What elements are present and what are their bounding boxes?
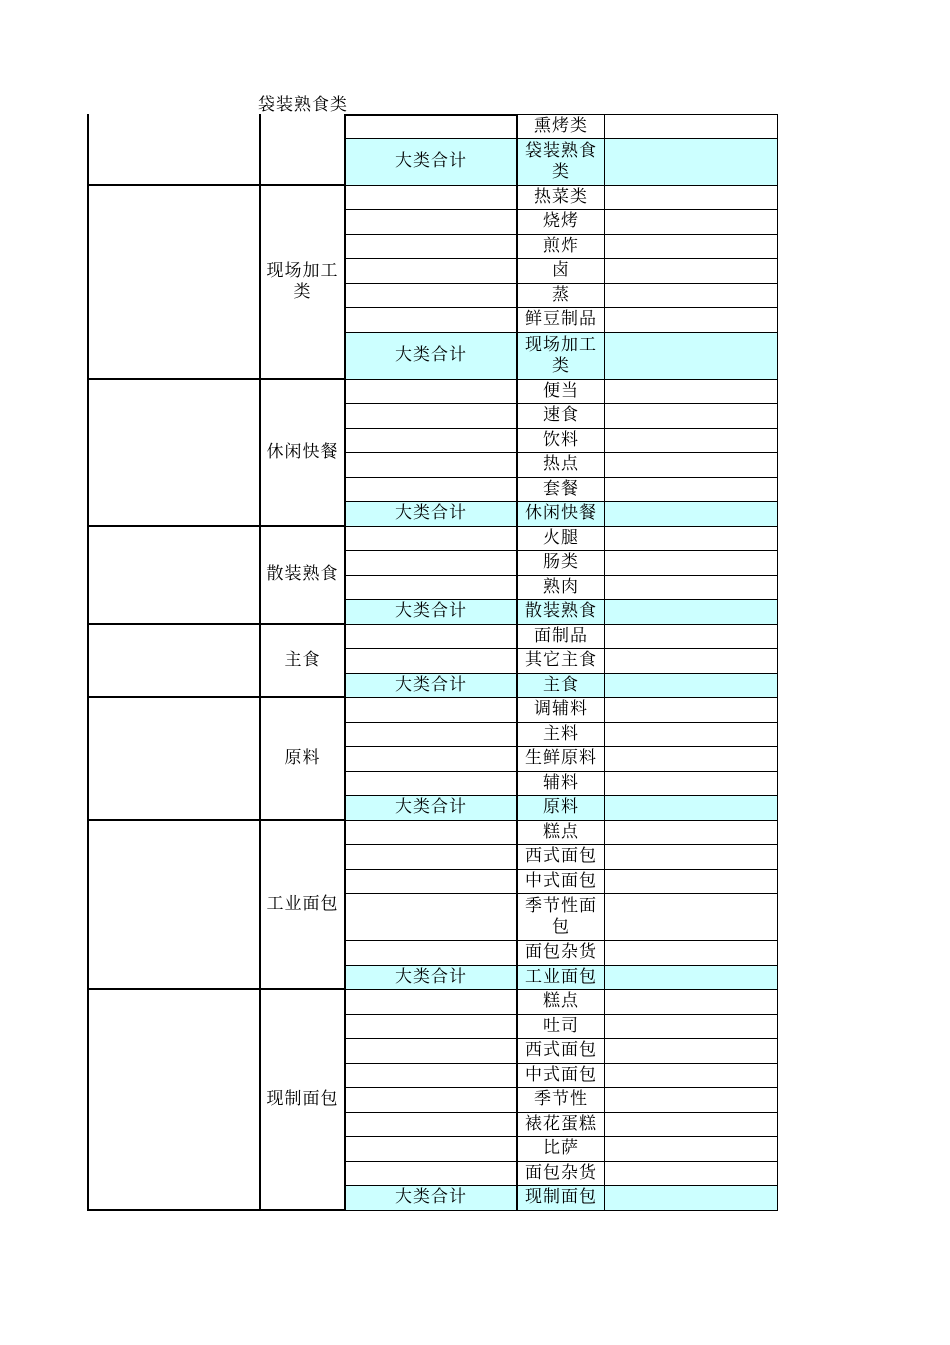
item-cell[interactable] bbox=[346, 527, 518, 552]
value-cell[interactable] bbox=[605, 1039, 778, 1064]
item-cell[interactable] bbox=[346, 235, 518, 260]
group-blank-cell bbox=[87, 186, 259, 380]
subcategory-cell: 原料 bbox=[518, 796, 605, 821]
subcategory-cell: 工业面包 bbox=[518, 966, 605, 991]
item-cell[interactable] bbox=[346, 259, 518, 284]
value-cell[interactable] bbox=[605, 796, 778, 821]
value-cell[interactable] bbox=[605, 186, 778, 211]
subcategory-cell: 休闲快餐 bbox=[518, 502, 605, 527]
value-cell[interactable] bbox=[605, 1088, 778, 1113]
subcategory-cell: 面包杂货 bbox=[518, 941, 605, 966]
subcategory-cell: 煎炸 bbox=[518, 235, 605, 260]
subcategory-cell: 中式面包 bbox=[518, 1064, 605, 1089]
subcategory-cell: 现场加工类 bbox=[518, 333, 605, 380]
subcategory-cell: 裱花蛋糕 bbox=[518, 1113, 605, 1138]
item-cell[interactable] bbox=[346, 894, 518, 941]
subcategory-cell: 季节性面包 bbox=[518, 894, 605, 941]
value-cell[interactable] bbox=[605, 333, 778, 380]
subcategory-cell: 中式面包 bbox=[518, 870, 605, 895]
item-cell[interactable] bbox=[346, 1064, 518, 1089]
subcategory-cell: 卤 bbox=[518, 259, 605, 284]
item-cell[interactable] bbox=[346, 772, 518, 797]
value-cell[interactable] bbox=[605, 308, 778, 333]
value-cell[interactable] bbox=[605, 723, 778, 748]
subcategory-cell: 西式面包 bbox=[518, 845, 605, 870]
subcategory-cell: 主料 bbox=[518, 723, 605, 748]
value-cell[interactable] bbox=[605, 649, 778, 674]
subcategory-cell: 热点 bbox=[518, 453, 605, 478]
value-cell[interactable] bbox=[605, 259, 778, 284]
item-cell[interactable] bbox=[346, 1088, 518, 1113]
subcategory-cell: 比萨 bbox=[518, 1137, 605, 1162]
value-cell[interactable] bbox=[605, 551, 778, 576]
item-cell[interactable] bbox=[346, 210, 518, 235]
category-cell: 原料 bbox=[259, 698, 346, 821]
value-cell[interactable] bbox=[605, 698, 778, 723]
item-cell[interactable] bbox=[346, 845, 518, 870]
value-cell[interactable] bbox=[605, 1015, 778, 1040]
item-cell[interactable] bbox=[346, 723, 518, 748]
item-cell[interactable] bbox=[346, 698, 518, 723]
value-cell[interactable] bbox=[605, 576, 778, 601]
value-cell[interactable] bbox=[605, 772, 778, 797]
subcategory-cell: 蒸 bbox=[518, 284, 605, 309]
subcategory-cell: 热菜类 bbox=[518, 186, 605, 211]
value-cell[interactable] bbox=[605, 453, 778, 478]
item-cell[interactable] bbox=[346, 1162, 518, 1187]
subcategory-cell: 现制面包 bbox=[518, 1186, 605, 1211]
subcategory-cell: 鲜豆制品 bbox=[518, 308, 605, 333]
value-cell[interactable] bbox=[605, 990, 778, 1015]
item-cell[interactable] bbox=[346, 747, 518, 772]
item-cell[interactable] bbox=[346, 404, 518, 429]
item-cell[interactable] bbox=[346, 551, 518, 576]
subcategory-cell: 西式面包 bbox=[518, 1039, 605, 1064]
category-cell: 休闲快餐 bbox=[259, 380, 346, 527]
subcategory-cell: 糕点 bbox=[518, 821, 605, 846]
value-cell[interactable] bbox=[605, 527, 778, 552]
value-cell[interactable] bbox=[605, 870, 778, 895]
group-blank-cell bbox=[87, 527, 259, 625]
value-cell[interactable] bbox=[605, 966, 778, 991]
value-cell[interactable] bbox=[605, 1137, 778, 1162]
value-cell[interactable] bbox=[605, 821, 778, 846]
group-total-label[interactable]: 大类合计 bbox=[346, 502, 518, 527]
subcategory-cell: 生鲜原料 bbox=[518, 747, 605, 772]
item-cell[interactable] bbox=[346, 1039, 518, 1064]
subcategory-cell: 肠类 bbox=[518, 551, 605, 576]
value-cell[interactable] bbox=[605, 894, 778, 941]
item-cell[interactable] bbox=[346, 308, 518, 333]
value-cell[interactable] bbox=[605, 380, 778, 405]
category-cell: 主食 bbox=[259, 625, 346, 699]
item-cell[interactable] bbox=[346, 1113, 518, 1138]
group-total-label[interactable]: 大类合计 bbox=[346, 333, 518, 380]
group-blank-cell bbox=[87, 698, 259, 821]
subcategory-cell: 便当 bbox=[518, 380, 605, 405]
group-total-label[interactable]: 大类合计 bbox=[346, 796, 518, 821]
value-cell[interactable] bbox=[605, 625, 778, 650]
value-cell[interactable] bbox=[605, 1064, 778, 1089]
item-cell[interactable] bbox=[346, 1137, 518, 1162]
group-blank-cell bbox=[87, 625, 259, 699]
value-cell[interactable] bbox=[605, 941, 778, 966]
subcategory-cell: 其它主食 bbox=[518, 649, 605, 674]
category-cell: 散装熟食 bbox=[259, 527, 346, 625]
value-cell[interactable] bbox=[605, 502, 778, 527]
item-cell[interactable] bbox=[346, 941, 518, 966]
value-cell[interactable] bbox=[605, 1162, 778, 1187]
subcategory-cell: 熏烤类 bbox=[518, 114, 605, 139]
subcategory-cell: 烧烤 bbox=[518, 210, 605, 235]
category-cell: 现场加工类 bbox=[259, 186, 346, 380]
value-cell[interactable] bbox=[605, 114, 778, 139]
value-cell[interactable] bbox=[605, 845, 778, 870]
subcategory-cell: 套餐 bbox=[518, 478, 605, 503]
subcategory-cell: 吐司 bbox=[518, 1015, 605, 1040]
value-cell[interactable] bbox=[605, 429, 778, 454]
group-blank-cell bbox=[87, 114, 259, 186]
value-cell[interactable] bbox=[605, 1113, 778, 1138]
group-blank-cell bbox=[87, 380, 259, 527]
group-total-label[interactable]: 大类合计 bbox=[346, 1186, 518, 1211]
subcategory-cell: 速食 bbox=[518, 404, 605, 429]
subcategory-cell: 饮料 bbox=[518, 429, 605, 454]
group-total-label[interactable]: 大类合计 bbox=[346, 674, 518, 699]
group-total-label[interactable]: 大类合计 bbox=[346, 966, 518, 991]
item-cell[interactable] bbox=[346, 453, 518, 478]
value-cell[interactable] bbox=[605, 1186, 778, 1211]
value-cell[interactable] bbox=[605, 747, 778, 772]
value-cell[interactable] bbox=[605, 478, 778, 503]
group-total-label[interactable]: 大类合计 bbox=[346, 600, 518, 625]
item-cell[interactable] bbox=[346, 649, 518, 674]
item-cell[interactable] bbox=[346, 625, 518, 650]
group-total-label[interactable]: 大类合计 bbox=[346, 139, 518, 186]
item-cell[interactable] bbox=[346, 429, 518, 454]
subcategory-cell: 辅料 bbox=[518, 772, 605, 797]
subcategory-cell: 熟肉 bbox=[518, 576, 605, 601]
item-cell[interactable] bbox=[346, 478, 518, 503]
item-cell[interactable] bbox=[346, 576, 518, 601]
item-cell[interactable] bbox=[346, 284, 518, 309]
subcategory-cell: 火腿 bbox=[518, 527, 605, 552]
value-cell[interactable] bbox=[605, 284, 778, 309]
subcategory-cell: 散装熟食 bbox=[518, 600, 605, 625]
value-cell[interactable] bbox=[605, 210, 778, 235]
value-cell[interactable] bbox=[605, 404, 778, 429]
group-blank-cell bbox=[87, 990, 259, 1211]
subcategory-cell: 主食 bbox=[518, 674, 605, 699]
value-cell[interactable] bbox=[605, 600, 778, 625]
item-cell[interactable] bbox=[346, 186, 518, 211]
value-cell[interactable] bbox=[605, 139, 778, 186]
item-cell[interactable] bbox=[346, 990, 518, 1015]
subcategory-cell: 面包杂货 bbox=[518, 1162, 605, 1187]
value-cell[interactable] bbox=[605, 674, 778, 699]
item-cell[interactable] bbox=[346, 114, 518, 139]
subcategory-cell: 季节性 bbox=[518, 1088, 605, 1113]
item-cell[interactable] bbox=[346, 821, 518, 846]
category-cell: 工业面包 bbox=[259, 821, 346, 991]
item-cell[interactable] bbox=[346, 380, 518, 405]
subcategory-cell: 糕点 bbox=[518, 990, 605, 1015]
item-cell[interactable] bbox=[346, 1015, 518, 1040]
subcategory-cell: 袋装熟食类 bbox=[518, 139, 605, 186]
item-cell[interactable] bbox=[346, 870, 518, 895]
subcategory-cell: 面制品 bbox=[518, 625, 605, 650]
category-cell bbox=[259, 114, 346, 186]
subcategory-cell: 调辅料 bbox=[518, 698, 605, 723]
header-label: 袋装熟食类 bbox=[258, 95, 348, 115]
category-cell: 现制面包 bbox=[259, 990, 346, 1211]
value-cell[interactable] bbox=[605, 235, 778, 260]
group-blank-cell bbox=[87, 821, 259, 991]
